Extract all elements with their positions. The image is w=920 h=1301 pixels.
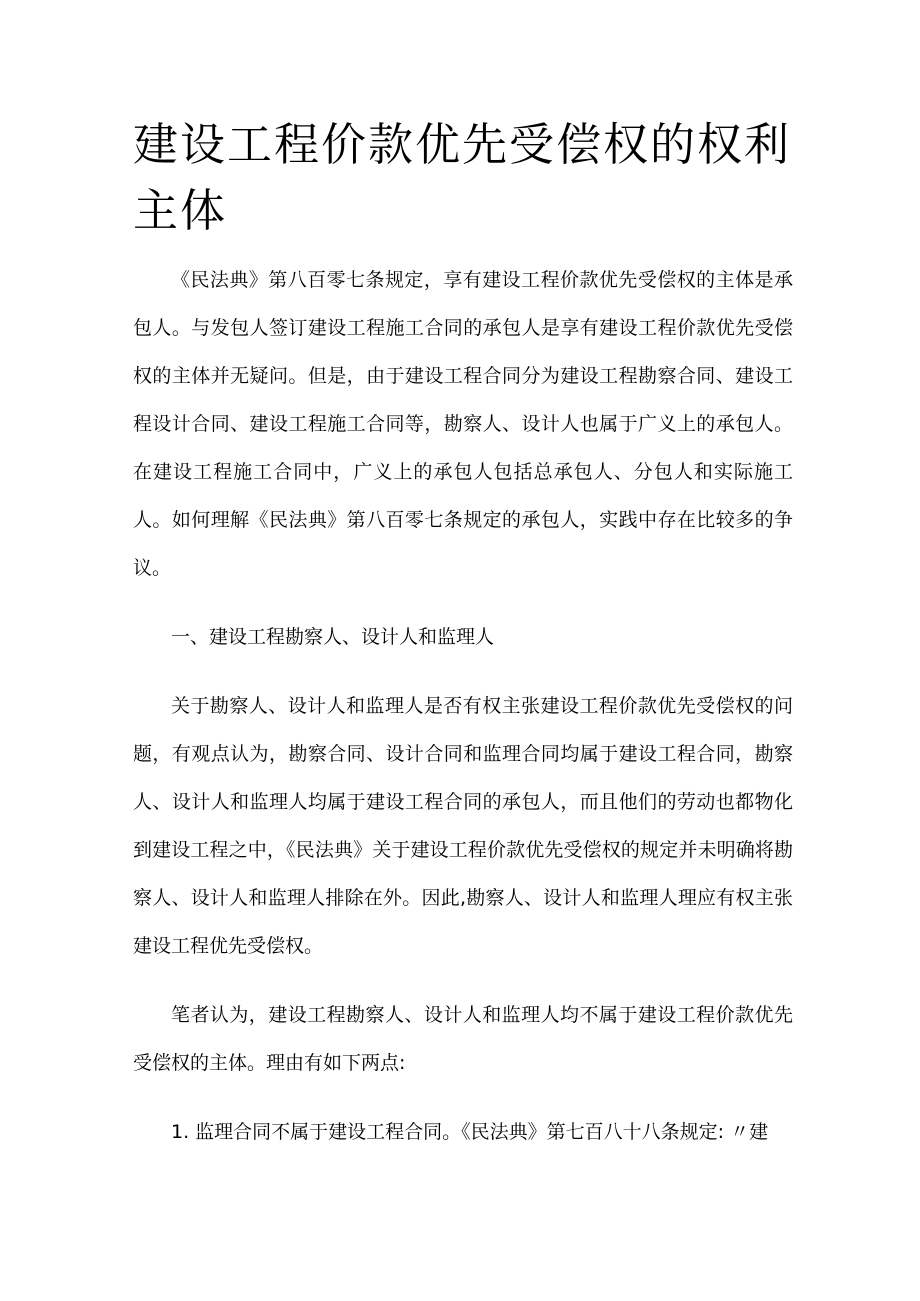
body-paragraph-1: 《民法典》第八百零七条规定，享有建设工程价款优先受偿权的主体是承包人。与发包人签订建设工程施工合同的承包人是享有建设工程价款优先受偿权的主体并无疑问。但是，由于建设工程合同分为建设工程勘察合同、建设工程设计合同、建设工程施工合同等，勘察人、设计人也属于广义上的承包人。在建设工程施工合同中，广义上的承包人包括总承包人、分包人和实际施工人。如何理解《民法典》第八百零七条规定的承包人，实践中存在比较多的争议。 — [133, 269, 793, 579]
section-heading: 一、建设工程勘察人、设计人和监理人 — [171, 626, 495, 648]
document-page — [133, 112, 793, 1156]
body-paragraph-3: 笔者认为，建设工程勘察人、设计人和监理人均不属于建设工程价款优先受偿权的主体。理由有如下两点: — [133, 1004, 793, 1074]
list-item-1: 1. 监理合同不属于建设工程合同。《民法典》第七百八十八条规定: 〃建 — [171, 1121, 769, 1143]
document-title: 建设工程价款优先受偿权的权利主体 — [133, 118, 792, 237]
body-paragraph-2: 关于勘察人、设计人和监理人是否有权主张建设工程价款优先受偿权的问题，有观点认为，勘察合同、设计合同和监理合同均属于建设工程合同，勘察人、设计人和监理人均属于建设工程合同的承包人，而且他们的劳动也都物化到建设工程之中，《民法典》关于建设工程价款优先受偿权的规定并未明确将勘察人、设计人和监理人排除在外。因此,勘察人、设计人和监理人理应有权主张建设工程优先受偿权。 — [133, 695, 793, 957]
